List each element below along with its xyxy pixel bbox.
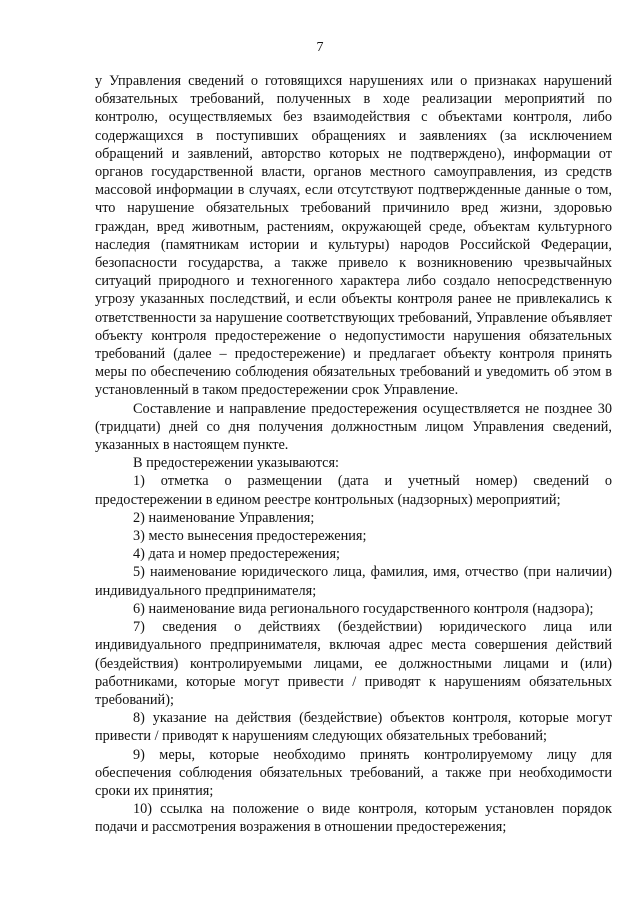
- list-item: 3) место вынесения предостережения;: [133, 528, 367, 545]
- list-item: 1) отметка о размещении (дата и учетный номер) сведений о предостережении в едином реестре контрольных (надзорных) мероприятий;: [95, 473, 612, 508]
- list-item: 4) дата и номер предостережения;: [133, 546, 340, 563]
- paragraph: у Управления сведений о готовящихся нарушениях или о признаках нарушений обязательных требований, полученных в ходе реализации мероприятий по контролю, осуществляемых без взаимодействия с объектами контроля, либо содержащихся в поступивших обращениях и заявлениях (за исключением обращений и заявлений, авторство которых не подтверждено), информации от органов государственной власти, органов местного самоуправления, из средств массовой информации в случаях, если отсутствуют подтвержденные данные о том, что нарушение обязательных требований причинило вред жизни, здоровью граждан, вред животным, растениям, окружающей среде, объектам культурного наследия (памятникам истории и культуры) народов Российской Федерации, безопасности государства, а также привело к возникновению чрезвычайных ситуаций природного и техногенного характера либо создало непосредственную угрозу указанных последствий, и если объекты контроля ранее не привлекались к ответственности за нарушение соответствующих требований, Управление объявляет объекту контроля предостережение о недопустимости нарушения обязательных требований (далее – предостережение) и предлагает объекту контроля принять меры по обеспечению соблюдения обязательных требований и уведомить об этом в установленный в таком предостережении срок Управление.: [95, 73, 612, 399]
- list-item: 8) указание на действия (бездействие) объектов контроля, которые могут привести / приводят к нарушениям следующих обязательных требований;: [95, 710, 612, 745]
- list-item: 2) наименование Управления;: [133, 509, 315, 526]
- list-item: 7) сведения о действиях (бездействии) юридического лица или индивидуального предпринимателя, включая адрес места совершения действий (бездействия) контролируемыми лицами, ее должностными лицами и (или) работниками, которые могут привести / приводят к нарушениям обязательных требований);: [95, 619, 612, 708]
- list-item: 9) меры, которые необходимо принять контролируемому лицу для обеспечения соблюдения обязательных требований, а также при необходимости сроки их принятия;: [95, 746, 612, 799]
- list-item: 10) ссылка на положение о виде контроля, которым установлен порядок подачи и рассмотрения возражения в отношении предостережения;: [95, 801, 612, 836]
- paragraph: Составление и направление предостережения осуществляется не позднее 30 (тридцати) дней со дня получения должностным лицом Управления сведений, указанных в настоящем пункте.: [95, 400, 612, 454]
- paragraph: В предостережении указываются:: [133, 455, 340, 472]
- document-body: [95, 72, 612, 837]
- list-item: 6) наименование вида регионального государственного контроля (надзора);: [133, 600, 594, 617]
- page-number: 7: [316, 40, 324, 55]
- list-item: 5) наименование юридического лица, фамилия, имя, отчество (при наличии) индивидуального предпринимателя;: [95, 564, 612, 599]
